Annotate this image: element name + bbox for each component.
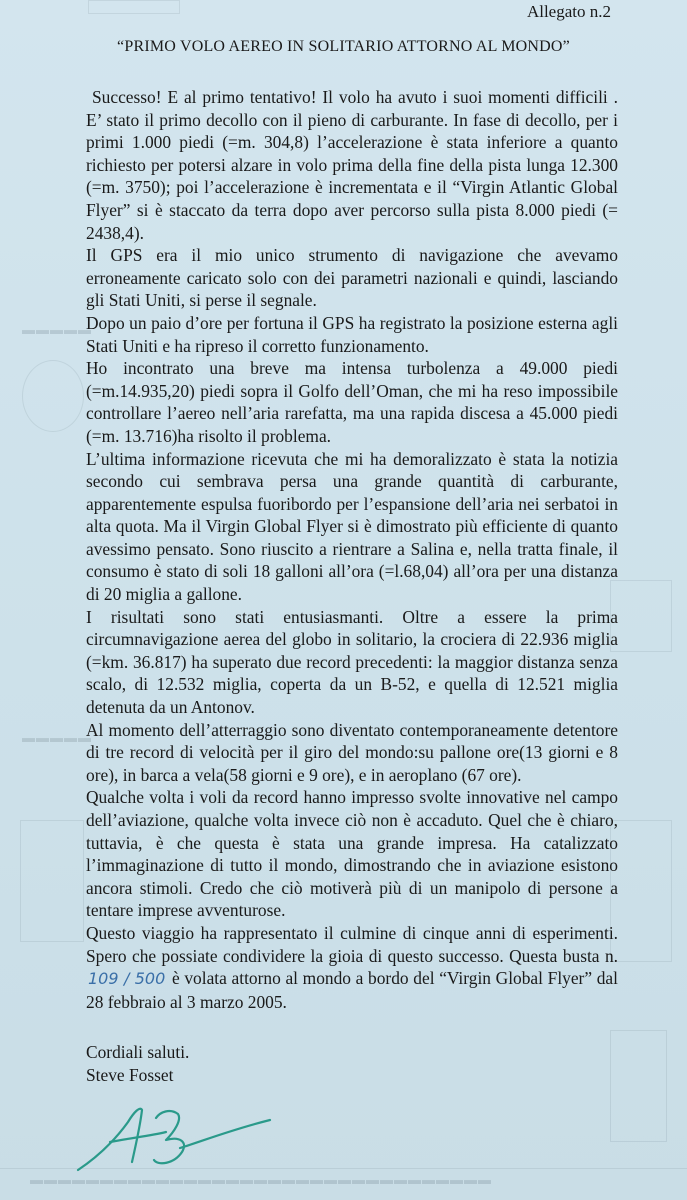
bleed-through-mark — [610, 1030, 667, 1142]
letter-closing — [86, 1041, 189, 1086]
bleed-through-mark — [610, 820, 672, 962]
closing-greeting: Cordiali saluti. — [86, 1042, 190, 1062]
final-text-after: è volata attorno al mondo a bordo del “Virgin Global Flyer” dal 28 febbraio al 3 marzo 2005. — [86, 968, 618, 1012]
paragraph: Ho incontrato una breve ma intensa turbolenza a 49.000 piedi (=m.14.935,20) piedi sopra il Golfo dell’Oman, che mi ha reso impossibile controllare l’aereo nell’aria rarefatta, ma una rapida discesa a 45.000 piedi (=m. 13.716)ha risolto il problema. — [86, 358, 618, 446]
paragraph: Successo! E al primo tentativo! Il volo ha avuto i suoi momenti difficili . E’ stato il primo decollo con il pieno di carburante. In fase di decollo, per i primi 1.000 piedi (=m. 304,8) l’accelerazione è stata inferiore a quanto richiesto per potersi alzare in volo prima della fine della pista lunga 12.300 (=m. 3750); poi l’accelerazione è incrementata e il “Virgin Atlantic Global Flyer” si è staccato da terra dopo aver percorso sulla pista 8.000 piedi (= 2438,4). — [86, 87, 618, 243]
letter-body — [86, 86, 618, 1013]
paragraph: Al momento dell’atterraggio sono diventato contemporaneamente detentore di tre record di velocità per il giro del mondo:su pallone ore(13 giorni e 8 ore), in barca a vela(58 giorni e 9 ore), e in aeroplano (67 ore). — [86, 719, 618, 785]
paragraph: Il GPS era il mio unico strumento di navigazione che avevamo erroneamente caricato solo con dei parametri nazionali e quindi, lasciando gli Stati Uniti, si perse il segnale. — [86, 245, 618, 311]
attachment-label: Allegato n.2 — [526, 2, 611, 21]
paragraph: L’ultima informazione ricevuta che mi ha demoralizzato è stata la notizia secondo cui sembrava persa una grande quantità di carburante, apparentemente espulsa fuoribordo per l’espansione dell’aria nei serbatoi in alta quota. Ma il Virgin Global Flyer si è dimostrato più efficiente di quanto avessimo pensato. Sono riuscito a rientrare a Salina e, nella tratta finale, il consumo è stato di soli 18 galloni all’ora (=l.68,04) all’ora per una distanza di 20 miglia a gallone. — [86, 448, 618, 605]
document-title: “PRIMO VOLO AEREO IN SOLITARIO ATTORNO AL MONDO” — [117, 38, 570, 55]
bleed-through-mark — [88, 0, 180, 14]
paragraph: I risultati sono stati entusiasmanti. Oltre a essere la prima circumnavigazione aerea del globo in solitario, la crociera di 22.936 miglia (=km. 36.817) ha superato due record precedenti: la maggior distanza senza scalo, di 12.532 miglia, coperta da un B-52, e quella di 12.521 miglia detenuta da un Antonov. — [86, 606, 618, 718]
signer-name: Steve Fosset — [86, 1064, 174, 1085]
final-text-before: Questo viaggio ha rappresentato il culmine di cinque anni di esperimenti. Spero che possiate condividere la gioia di questo successo. Questa busta n. — [86, 922, 618, 966]
bleed-through-mark — [20, 820, 84, 942]
bleed-through-mark — [610, 580, 672, 652]
paragraph: Qualche volta i voli da record hanno impresso svolte innovative nel campo dell’aviazione, qualche volta invece ciò non è accaduto. Quel che è chiaro, tuttavia, è che questa è stata una grande impresa. Ha catalizzato l’immaginazione di tutto il mondo, dimostrando che in aviazione esistono ancora stimoli. Credo che ciò motiverà più di un manipolo di persone a tentare imprese avventurose. — [86, 787, 618, 921]
bleed-through-mark: ▬▬▬▬▬ — [22, 322, 92, 337]
bleed-through-mark: ▬▬▬▬▬ — [22, 730, 92, 745]
paragraph-final — [86, 922, 618, 1013]
bleed-through-mark: ▬▬▬▬▬▬▬▬▬▬▬▬▬▬▬▬▬▬▬▬▬▬▬▬▬▬▬▬▬▬▬▬▬ — [30, 1172, 492, 1187]
handwritten-signature — [70, 1092, 300, 1182]
envelope-number: 109 / 500 — [88, 969, 166, 989]
bleed-through-mark — [22, 360, 84, 432]
paragraph: Dopo un paio d’ore per fortuna il GPS ha registrato la posizione esterna agli Stati Uniti e ha ripreso il corretto funzionamento. — [86, 312, 618, 356]
